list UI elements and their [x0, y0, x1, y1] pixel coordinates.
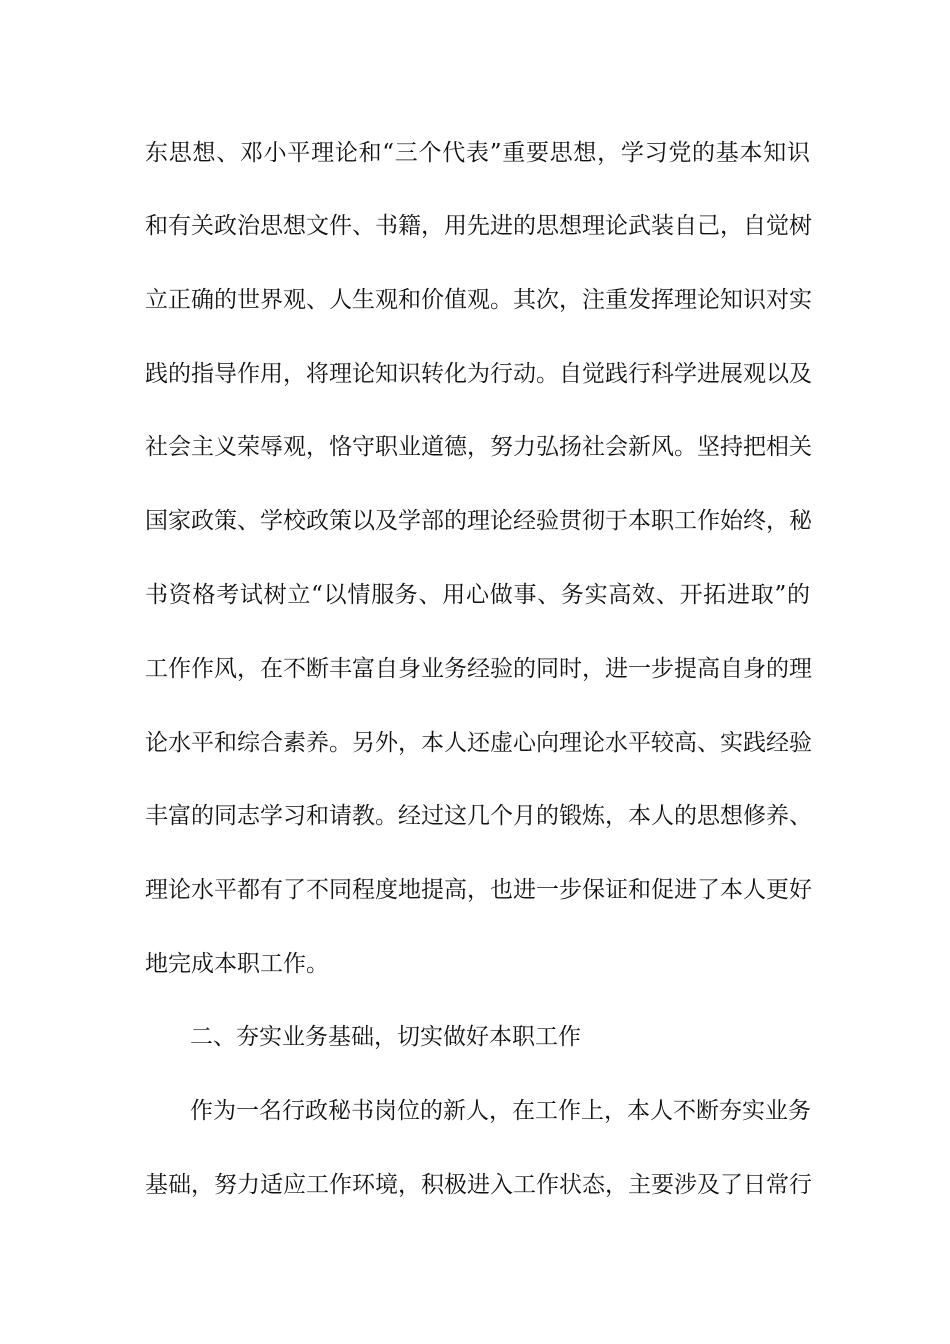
paragraph-line-1: 东思想、邓小平理论和“三个代表”重要思想，学习党的基本知识 [145, 140, 810, 166]
paragraph-line-12: 地完成本职工作。 [145, 951, 329, 977]
paragraph-line-2: 和有关政治思想文件、书籍，用先进的思想理论武装自己，自觉树 [145, 213, 812, 239]
paragraph-line-10: 丰富的同志学习和请教。经过这几个月的锻炼，本人的思想修养、 [145, 803, 812, 829]
paragraph-line-13: 作为一名行政秘书岗位的新人，在工作上，本人不断夯实业务 [190, 1098, 811, 1124]
paragraph-line-4: 践的指导作用，将理论知识转化为行动。自觉践行科学进展观以及 [145, 361, 812, 387]
paragraph-line-8: 工作作风，在不断丰富自身业务经验的同时，进一步提高自身的理 [145, 656, 812, 682]
paragraph-line-11: 理论水平都有了不同程度地提高，也进一步保证和促进了本人更好 [145, 877, 812, 903]
paragraph-line-9: 论水平和综合素养。另外，本人还虚心向理论水平较高、实践经验 [145, 730, 812, 756]
paragraph-line-6: 国家政策、学校政策以及学部的理论经验贯彻于本职工作始终，秘 [145, 508, 812, 534]
paragraph-line-3: 立正确的世界观、人生观和价值观。其次，注重发挥理论知识对实 [145, 287, 812, 313]
paragraph-line-14: 基础，努力适应工作环境，积极进入工作状态，主要涉及了日常行 [145, 1172, 812, 1198]
paragraph-line-5: 社会主义荣辱观，恪守职业道德，努力弘扬社会新风。坚持把相关 [145, 434, 812, 460]
paragraph-line-7: 书资格考试树立“以情服务、用心做事、务实高效、开拓进取”的 [145, 582, 810, 608]
section-heading: 二、夯实业务基础，切实做好本职工作 [190, 1024, 581, 1050]
